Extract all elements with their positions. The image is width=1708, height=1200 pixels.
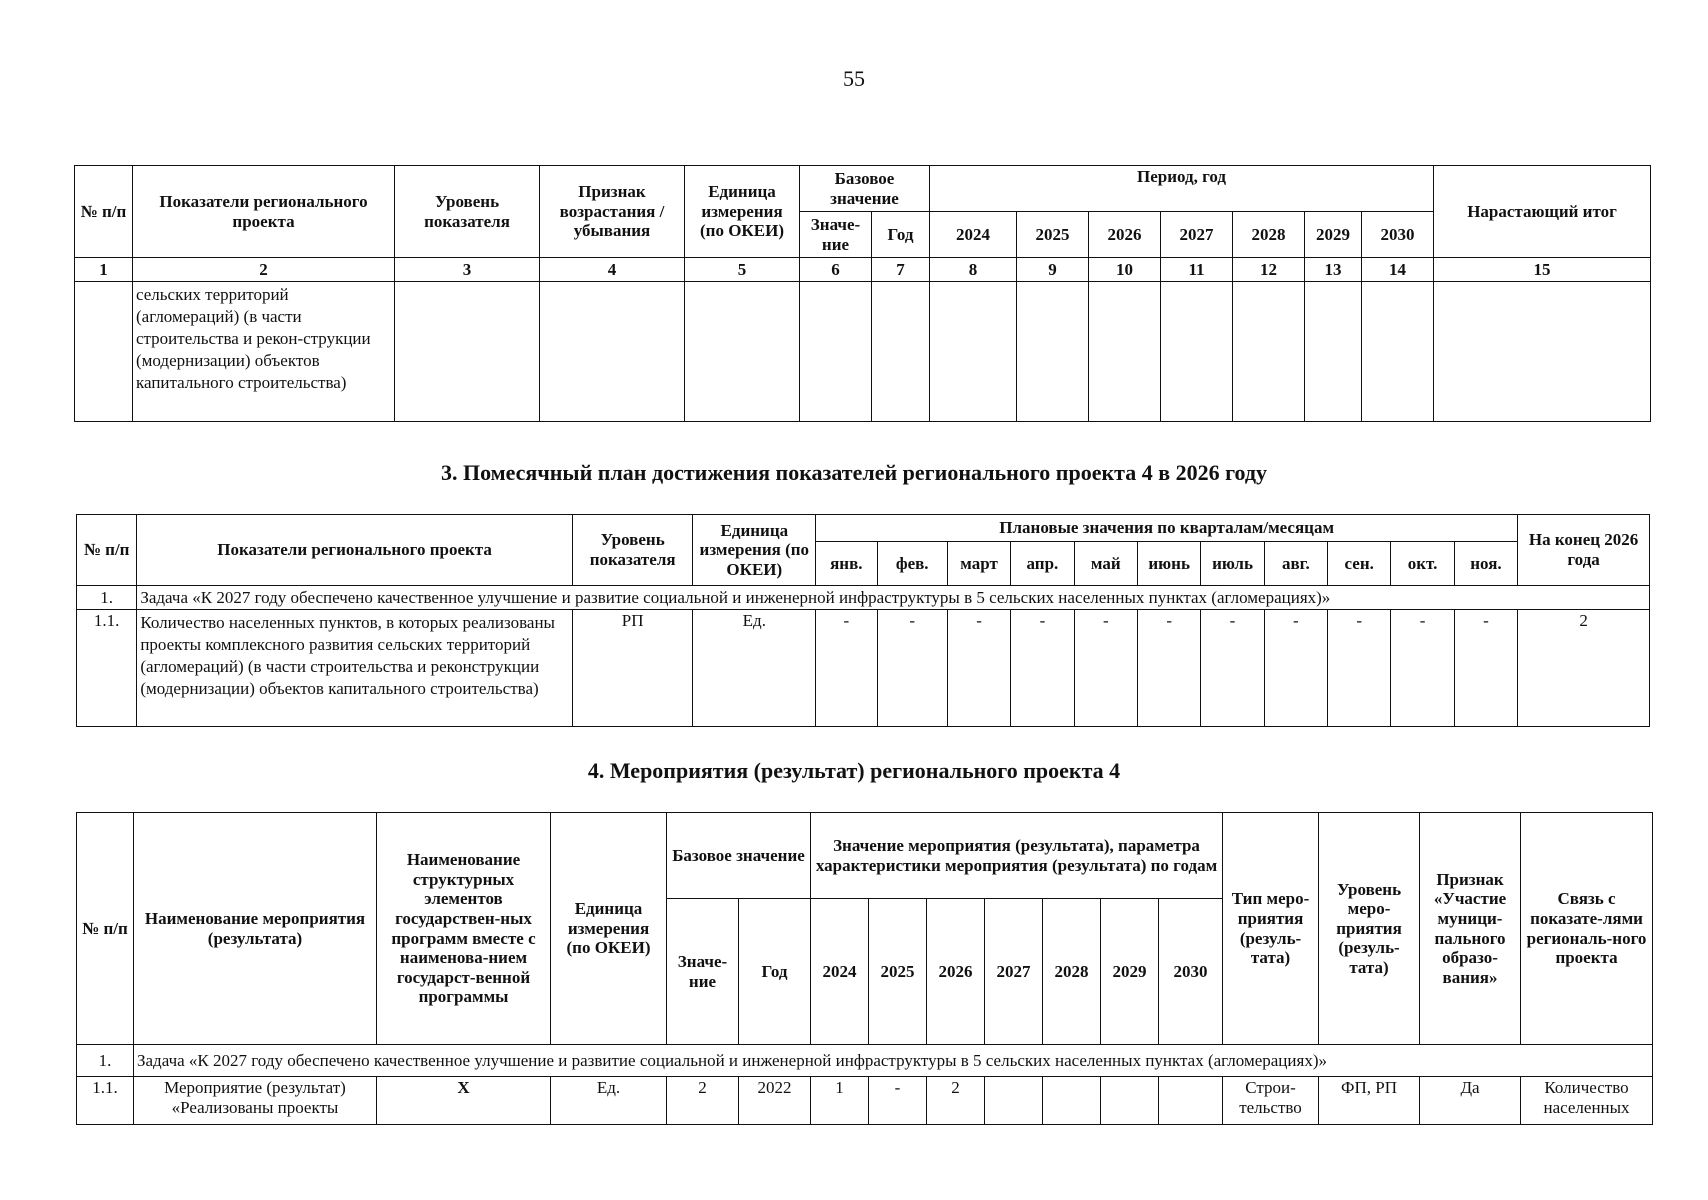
column-number: 5 <box>685 258 800 282</box>
base-value: 2 <box>667 1077 739 1125</box>
column-number: 8 <box>930 258 1017 282</box>
end-of-year-value: 2 <box>1518 610 1650 727</box>
header-sign: Признак возрастания / убывания <box>540 166 685 258</box>
table-cell <box>1233 282 1305 422</box>
column-number: 6 <box>800 258 872 282</box>
activity-unit: Ед. <box>551 1077 667 1125</box>
indicator-name: Количество населенных пунктов, в которых реализованы проекты комплексного развития сельских территорий (агломераций) (в части строительства и реконструкции (модернизации) объектов капитального строительства) <box>137 610 572 727</box>
structural-element: X <box>377 1077 551 1125</box>
header-end-of-year: На конец 2026 года <box>1518 515 1650 586</box>
header-year: 2030 <box>1362 212 1434 258</box>
column-number: 4 <box>540 258 685 282</box>
month-value: - <box>1137 610 1200 727</box>
column-number: 7 <box>872 258 930 282</box>
year-value: 2 <box>927 1077 985 1125</box>
header-year: 2025 <box>869 899 927 1045</box>
column-number: 1 <box>75 258 133 282</box>
header-cumulative: Нарастающий итог <box>1434 166 1651 258</box>
header-year: 2024 <box>811 899 869 1045</box>
activity-name: Мероприятие (результат) «Реализованы проекты <box>134 1077 377 1125</box>
table-cell <box>1089 282 1161 422</box>
table-cell <box>1017 282 1089 422</box>
header-year: 2027 <box>985 899 1043 1045</box>
header-year: 2025 <box>1017 212 1089 258</box>
header-base: Базовое значение <box>667 813 811 899</box>
column-number: 15 <box>1434 258 1651 282</box>
section-4-title: 4. Мероприятия (результат) регионального проекта 4 <box>587 758 1121 783</box>
indicator-continuation-text: сельских территорий (агломераций) (в части строительства и рекон-струкции (модернизации) объектов капитального строительства) <box>133 282 395 422</box>
task-text: Задача «К 2027 году обеспечено качественное улучшение и развитие социальной и инженерной инфраструктуры в 5 сельских населенных пунктах (агломерациях)» <box>137 586 1650 610</box>
header-level: Уровень меро-приятия (резуль-тата) <box>1319 813 1420 1045</box>
header-structural: Наименование структурных элементов государствен-ных программ вместе с наименова-нием государст-венной программы <box>377 813 551 1045</box>
header-unit: Единица измерения (по ОКЕИ) <box>551 813 667 1045</box>
table-cell <box>1434 282 1651 422</box>
header-year: 2028 <box>1233 212 1305 258</box>
header-month: авг. <box>1264 542 1327 586</box>
section-3-title: 3. Помесячный план достижения показателей регионального проекта 4 в 2026 году <box>440 460 1268 485</box>
header-month: янв. <box>816 542 877 586</box>
column-number: 10 <box>1089 258 1161 282</box>
header-month: июнь <box>1137 542 1200 586</box>
header-values: Значение мероприятия (результата), параметра характеристики мероприятия (результата) по годам <box>811 813 1223 899</box>
table-cell <box>540 282 685 422</box>
table-cell <box>1305 282 1362 422</box>
regional-indicators-table <box>74 165 1651 422</box>
column-number: 11 <box>1161 258 1233 282</box>
base-year: 2022 <box>739 1077 811 1125</box>
table-cell <box>872 282 930 422</box>
year-value <box>1159 1077 1223 1125</box>
header-link: Связь с показате-лями региональ-ного проекта <box>1521 813 1653 1045</box>
header-month: июль <box>1201 542 1264 586</box>
header-month: сен. <box>1328 542 1391 586</box>
header-month: фев. <box>877 542 947 586</box>
column-number: 2 <box>133 258 395 282</box>
header-year: 2026 <box>1089 212 1161 258</box>
column-number: 12 <box>1233 258 1305 282</box>
header-year: 2029 <box>1101 899 1159 1045</box>
header-year: 2028 <box>1043 899 1101 1045</box>
year-value <box>985 1077 1043 1125</box>
monthly-plan-table <box>76 514 1650 727</box>
column-number: 14 <box>1362 258 1434 282</box>
header-month: апр. <box>1011 542 1074 586</box>
header-year: 2029 <box>1305 212 1362 258</box>
header-indicators: Показатели регионального проекта <box>137 515 572 586</box>
header-planned: Плановые значения по кварталам/месяцам <box>816 515 1518 542</box>
header-municipal: Признак «Участие муници-пального образо-вания» <box>1420 813 1521 1045</box>
header-base-year: Год <box>739 899 811 1045</box>
activity-type: Строи-тельство <box>1223 1077 1319 1125</box>
header-level: Уровень показателя <box>572 515 693 586</box>
column-number: 9 <box>1017 258 1089 282</box>
year-value: - <box>869 1077 927 1125</box>
header-base-value: Значе-ние <box>667 899 739 1045</box>
task-num: 1. <box>77 586 137 610</box>
header-num: № п/п <box>77 515 137 586</box>
municipal-participation: Да <box>1420 1077 1521 1125</box>
table-cell <box>75 282 133 422</box>
indicator-unit: Ед. <box>693 610 816 727</box>
header-name: Наименование мероприятия (результата) <box>134 813 377 1045</box>
year-value <box>1101 1077 1159 1125</box>
table-cell <box>930 282 1017 422</box>
header-num: № п/п <box>75 166 133 258</box>
row-num: 1.1. <box>77 610 137 727</box>
table-cell <box>685 282 800 422</box>
table-cell <box>800 282 872 422</box>
month-value: - <box>947 610 1010 727</box>
header-base-value: Значе-ние <box>800 212 872 258</box>
header-indicators: Показатели регионального проекта <box>133 166 395 258</box>
table-cell <box>1362 282 1434 422</box>
month-value: - <box>877 610 947 727</box>
header-year: 2027 <box>1161 212 1233 258</box>
activities-table <box>76 812 1653 1125</box>
task-text: Задача «К 2027 году обеспечено качественное улучшение и развитие социальной и инженерной инфраструктуры в 5 сельских населенных пунктах (агломерациях)» <box>134 1045 1653 1077</box>
month-value: - <box>1264 610 1327 727</box>
header-base: Базовое значение <box>800 166 930 212</box>
table-cell <box>395 282 540 422</box>
month-value: - <box>1391 610 1454 727</box>
page-number: 55 <box>843 66 865 91</box>
year-value <box>1043 1077 1101 1125</box>
header-num: № п/п <box>77 813 134 1045</box>
year-value: 1 <box>811 1077 869 1125</box>
indicator-link: Количество населенных <box>1521 1077 1653 1125</box>
task-num: 1. <box>77 1045 134 1077</box>
header-month: май <box>1074 542 1137 586</box>
header-year: 2030 <box>1159 899 1223 1045</box>
header-base-year: Год <box>872 212 930 258</box>
header-month: ноя. <box>1454 542 1517 586</box>
month-value: - <box>1074 610 1137 727</box>
month-value: - <box>1201 610 1264 727</box>
month-value: - <box>816 610 877 727</box>
header-month: окт. <box>1391 542 1454 586</box>
month-value: - <box>1454 610 1517 727</box>
header-period: Период, год <box>930 166 1434 212</box>
month-value: - <box>1011 610 1074 727</box>
header-year: 2026 <box>927 899 985 1045</box>
header-type: Тип меро-приятия (резуль-тата) <box>1223 813 1319 1045</box>
table-cell <box>1161 282 1233 422</box>
activity-level: ФП, РП <box>1319 1077 1420 1125</box>
column-number: 3 <box>395 258 540 282</box>
indicator-level: РП <box>572 610 693 727</box>
header-unit: Единица измерения (по ОКЕИ) <box>685 166 800 258</box>
month-value: - <box>1328 610 1391 727</box>
row-num: 1.1. <box>77 1077 134 1125</box>
header-month: март <box>947 542 1010 586</box>
column-number: 13 <box>1305 258 1362 282</box>
header-year: 2024 <box>930 212 1017 258</box>
header-level: Уровень показателя <box>395 166 540 258</box>
header-unit: Единица измерения (по ОКЕИ) <box>693 515 816 586</box>
